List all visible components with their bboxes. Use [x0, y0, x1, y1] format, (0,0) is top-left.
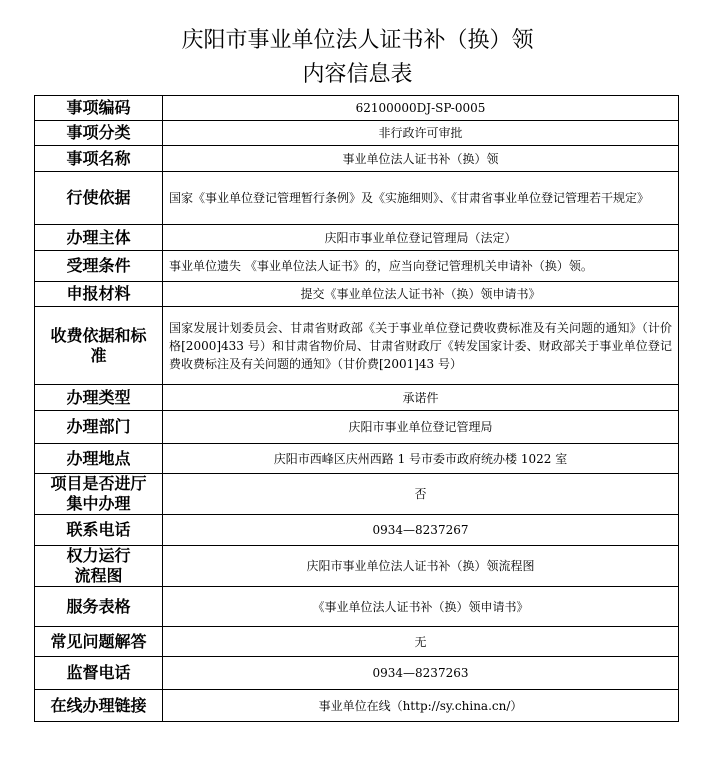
- label-acceptance-conditions: 受理条件: [35, 251, 163, 282]
- value-flowchart: 庆阳市事业单位法人证书补（换）领流程图: [163, 546, 679, 587]
- row-faq: [35, 627, 679, 657]
- row-item-name: [35, 146, 679, 172]
- label-item-code: 事项编码: [35, 96, 163, 121]
- label-service-form: 服务表格: [35, 587, 163, 627]
- row-centralized-hall: [35, 474, 679, 515]
- label-fee-basis: 收费依据和标准: [35, 307, 163, 385]
- row-online-link: [35, 690, 679, 722]
- row-item-category: [35, 121, 679, 146]
- value-contact-phone: 0934—8237267: [163, 515, 679, 546]
- value-handling-body: 庆阳市事业单位登记管理局（法定）: [163, 225, 679, 251]
- label-centralized-hall: 项目是否进厅集中办理: [35, 474, 163, 515]
- row-item-code: [35, 96, 679, 121]
- row-contact-phone: [35, 515, 679, 546]
- row-legal-basis: [35, 172, 679, 225]
- value-online-link: 事业单位在线（http://sy.china.cn/）: [163, 690, 679, 722]
- value-legal-basis: 国家《事业单位登记管理暂行条例》及《实施细则》、《甘肃省事业单位登记管理若干规定》: [163, 172, 679, 225]
- value-faq: 无: [163, 627, 679, 657]
- value-handling-location: 庆阳市西峰区庆州西路 1 号市委市政府统办楼 1022 室: [163, 444, 679, 474]
- info-table: [34, 95, 679, 722]
- value-centralized-hall: 否: [163, 474, 679, 515]
- label-supervision-phone: 监督电话: [35, 657, 163, 690]
- label-item-category: 事项分类: [35, 121, 163, 146]
- document-subtitle: 内容信息表: [302, 62, 413, 87]
- label-handling-location: 办理地点: [35, 444, 163, 474]
- label-handling-type: 办理类型: [35, 385, 163, 411]
- value-item-category: 非行政许可审批: [163, 121, 679, 146]
- row-supervision-phone: [35, 657, 679, 690]
- row-handling-location: [35, 444, 679, 474]
- row-handling-department: [35, 411, 679, 444]
- row-acceptance-conditions: [35, 251, 679, 282]
- value-item-code: 62100000DJ-SP-0005: [163, 96, 679, 121]
- value-fee-basis: 国家发展计划委员会、甘肃省财政部《关于事业单位登记费收费标准及有关问题的通知》（计价格[2000]433 号）和甘肃省物价局、甘肃省财政厅《转发国家计委、财政部关于事业单位登记费收费标注及有关问题的通知》（甘价费[2001]43 号）: [163, 307, 679, 385]
- label-handling-department: 办理部门: [35, 411, 163, 444]
- value-acceptance-conditions: 事业单位遗失 《事业单位法人证书》的，应当向登记管理机关申请补（换）领。: [163, 251, 679, 282]
- row-handling-body: [35, 225, 679, 251]
- row-handling-type: [35, 385, 679, 411]
- label-materials: 申报材料: [35, 282, 163, 307]
- label-legal-basis: 行使依据: [35, 172, 163, 225]
- value-supervision-phone: 0934—8237263: [163, 657, 679, 690]
- row-materials: [35, 282, 679, 307]
- value-item-name: 事业单位法人证书补（换）领: [163, 146, 679, 172]
- label-contact-phone: 联系电话: [35, 515, 163, 546]
- document-title: 庆阳市事业单位法人证书补（换）领: [181, 28, 534, 53]
- value-service-form: 《事业单位法人证书补（换）领申请书》: [163, 587, 679, 627]
- row-service-form: [35, 587, 679, 627]
- label-item-name: 事项名称: [35, 146, 163, 172]
- row-fee-basis: [35, 307, 679, 385]
- label-flowchart: 权力运行流程图: [35, 546, 163, 587]
- value-handling-type: 承诺件: [163, 385, 679, 411]
- value-handling-department: 庆阳市事业单位登记管理局: [163, 411, 679, 444]
- label-online-link: 在线办理链接: [35, 690, 163, 722]
- label-handling-body: 办理主体: [35, 225, 163, 251]
- label-faq: 常见问题解答: [35, 627, 163, 657]
- value-materials: 提交《事业单位法人证书补（换）领申请书》: [163, 282, 679, 307]
- row-flowchart: [35, 546, 679, 587]
